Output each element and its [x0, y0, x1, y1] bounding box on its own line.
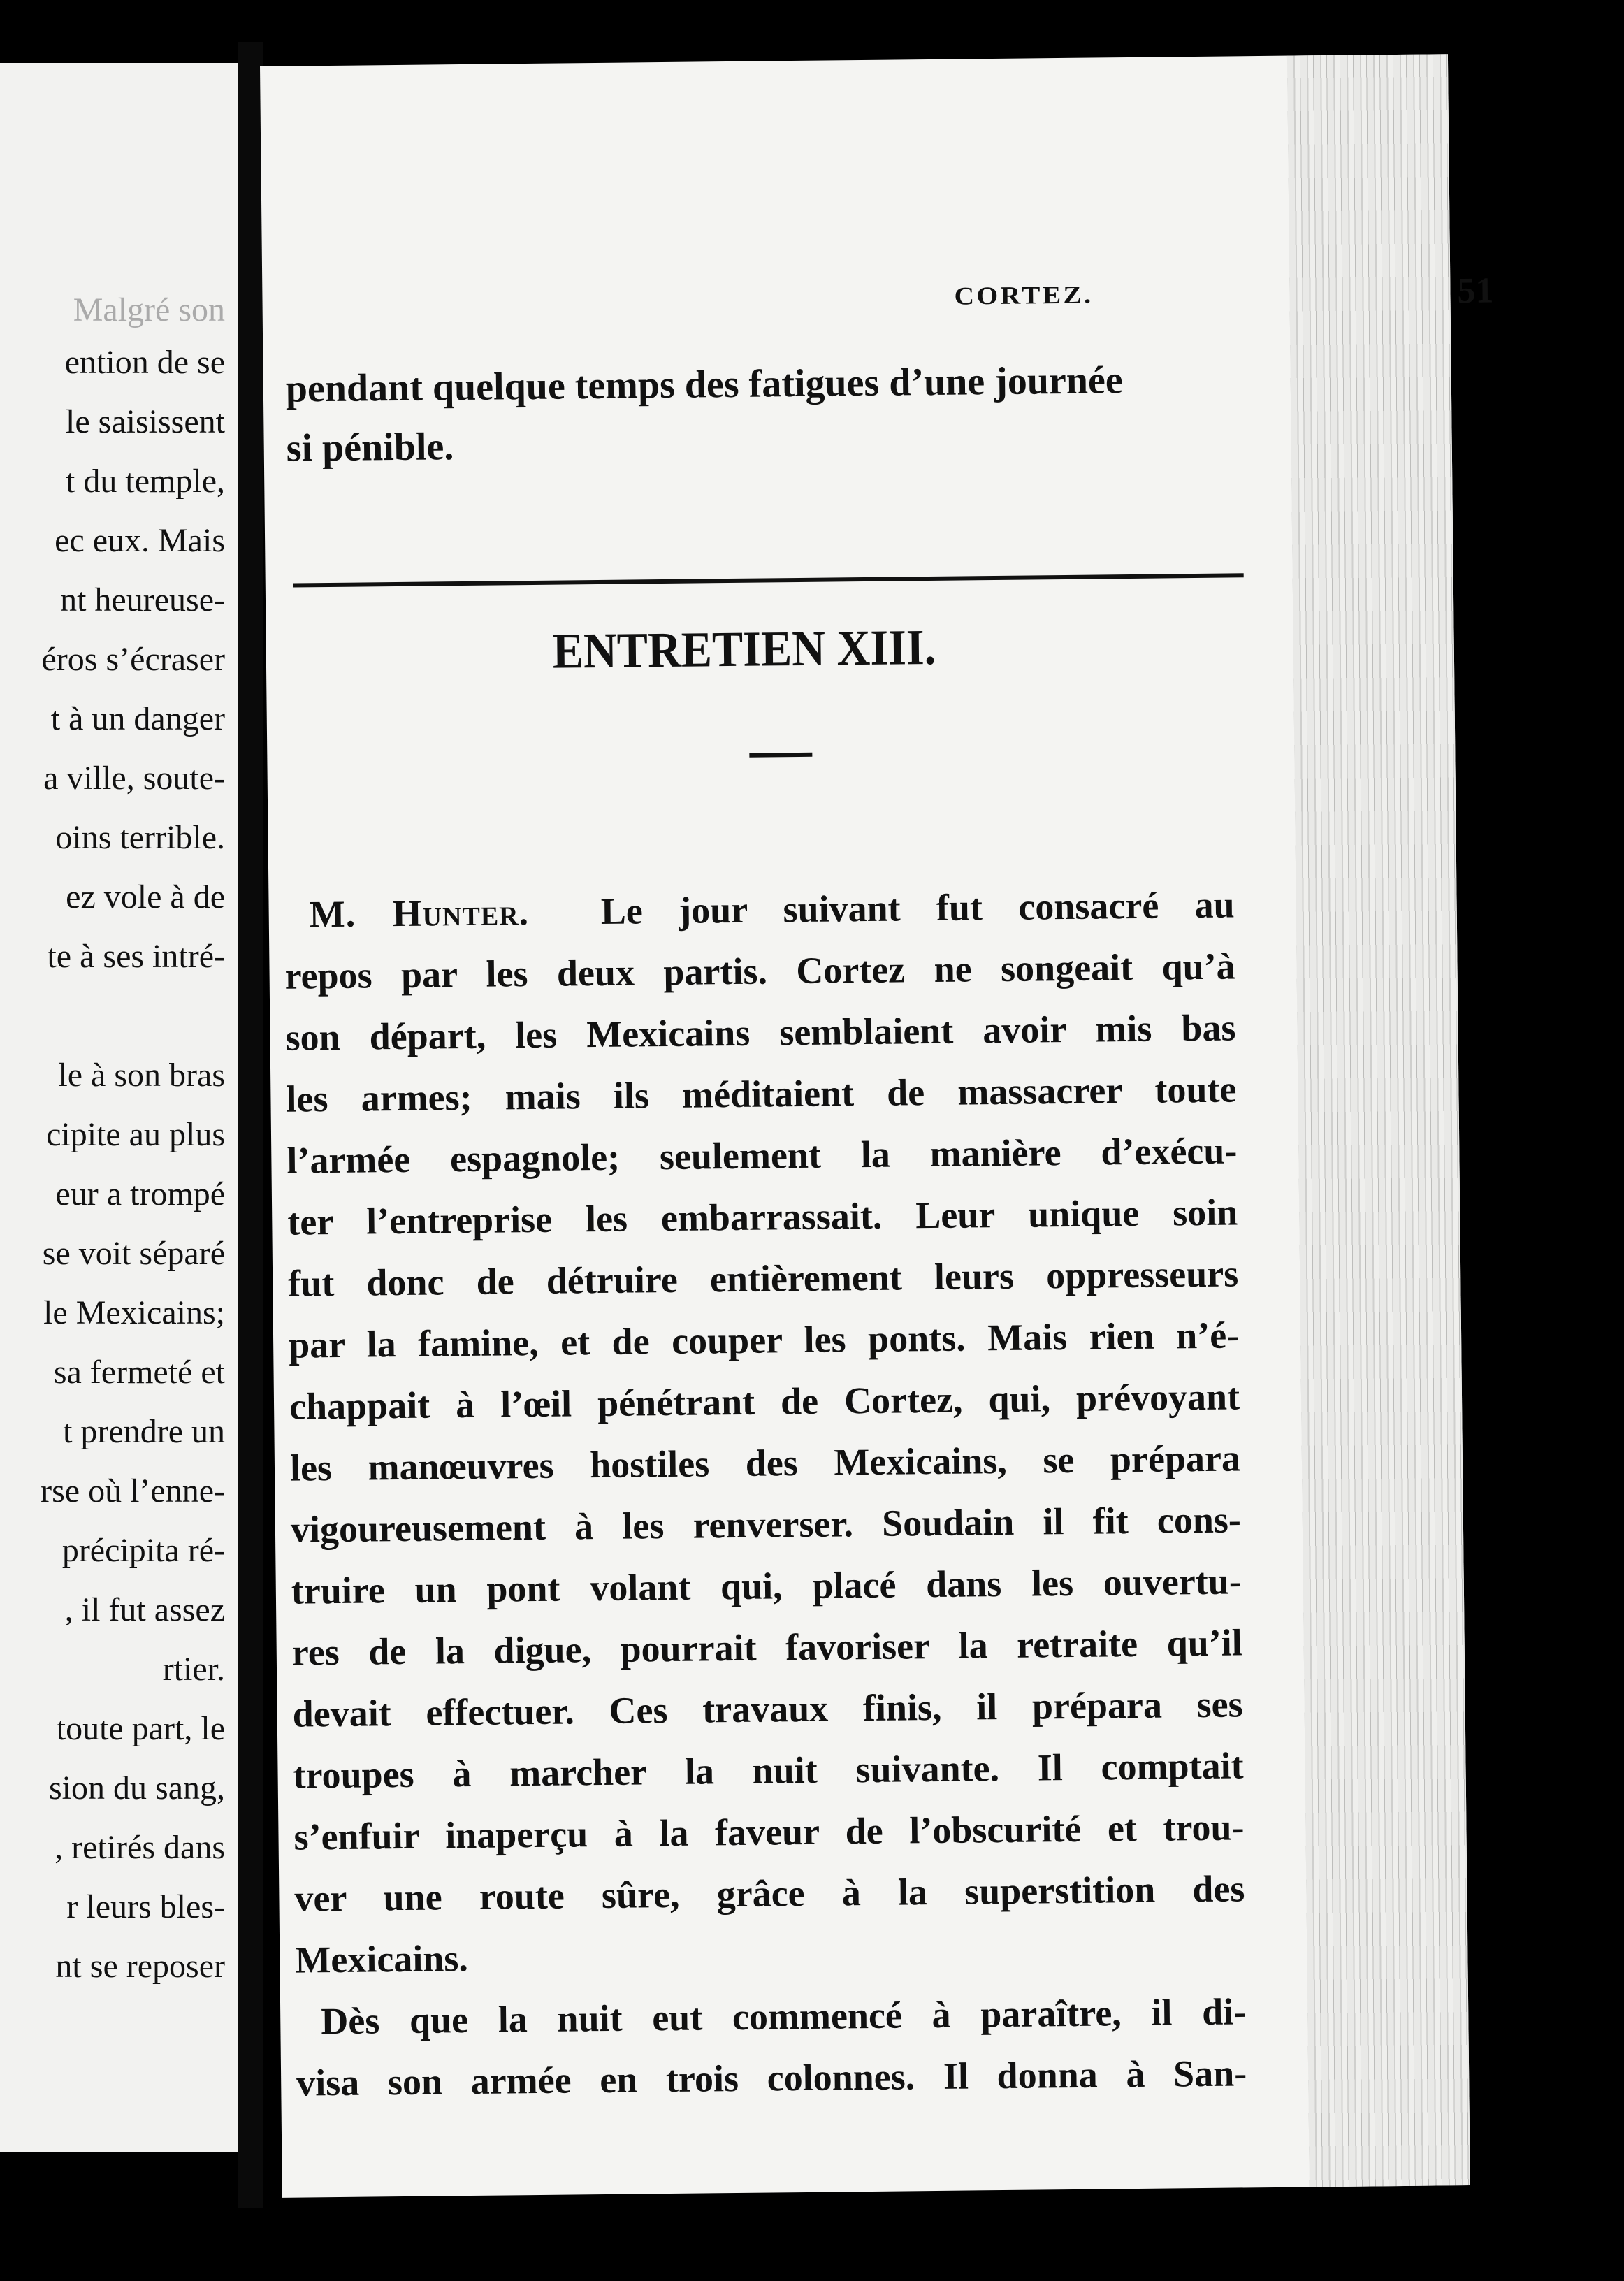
left-page-line: , il fut assez [64, 1591, 225, 1628]
left-page-line: Malgré son [73, 291, 225, 328]
carryover-line: si pénible. [286, 425, 454, 470]
left-page-line: éros s’écraser [41, 641, 225, 678]
left-page-line: sa fermeté et [53, 1354, 225, 1391]
left-page-line: a ville, soute- [43, 760, 225, 797]
left-page-line: r leurs bles- [66, 1888, 225, 1925]
left-page-line: , retirés dans [55, 1829, 225, 1866]
left-page-line: nt se reposer [55, 1948, 225, 1985]
left-page-line: t à un danger [50, 700, 225, 737]
body-line: visa son armée en trois colonnes. Il donna à San- [296, 2052, 1247, 2104]
left-page-line: t prendre un [63, 1413, 225, 1450]
body-line: vigoureusement à les renverser. Soudain il fit cons- [290, 1498, 1242, 1551]
left-page-line: ez vole à de [66, 878, 225, 915]
left-page-line: le Mexicains; [43, 1294, 225, 1331]
body-line: troupes à marcher la nuit suivante. Il comptait [293, 1744, 1244, 1797]
section-title: ENTRETIEN XIII. [552, 618, 936, 679]
left-page-fragment [0, 63, 238, 2152]
body-line: son départ, les Mexicains semblaient avoir mis bas [285, 1006, 1236, 1059]
book-gutter [238, 42, 263, 2208]
body-line-first-text: Le jour suivant fut consacré au [600, 883, 1235, 932]
left-page-line: se voit séparé [42, 1235, 225, 1272]
body-line: les armes; mais ils méditaient de massacrer toute [286, 1068, 1237, 1120]
left-page-line: toute part, le [56, 1710, 225, 1747]
body-text [284, 874, 1247, 2113]
left-page-line: t du temple, [66, 463, 225, 500]
left-page-line: rtier. [162, 1651, 225, 1688]
main-page [260, 54, 1494, 2198]
left-page-line: eur a trompé [55, 1175, 225, 1212]
page-number: 51 [1457, 270, 1494, 312]
left-page-line: nt heureuse- [60, 581, 225, 618]
left-page-line: ention de se [64, 344, 225, 381]
body-line: ter l’entreprise les embarrassait. Leur unique soin [287, 1191, 1238, 1243]
left-page-line: te à ses intré- [47, 938, 225, 975]
carryover-line: pendant quelque temps des fatigues d’une journée [285, 359, 1124, 411]
left-page-line: ec eux. Mais [55, 522, 225, 559]
body-line: chappait à l’œil pénétrant de Cortez, qui, prévoyant [289, 1375, 1240, 1428]
body-line: fut donc de détruire entièrement leurs oppresseurs [287, 1252, 1239, 1305]
body-line: par la famine, et de couper les ponts. Mais rien n’é- [288, 1314, 1240, 1366]
section-rule [293, 573, 1244, 587]
left-page-line: oins terrible. [55, 819, 225, 856]
body-line: les manœuvres hostiles des Mexicains, se prépara [289, 1437, 1241, 1489]
body-line: truire un pont volant qui, placé dans les ouvertu- [291, 1560, 1242, 1612]
left-page-line: rse où l’enne- [41, 1472, 225, 1509]
body-line: Dès que la nuit eut commencé à paraître, il di- [320, 1990, 1247, 2043]
left-page-line: précipita ré- [61, 1532, 225, 1569]
body-line: Mexicains. [295, 1937, 469, 1981]
left-page-line: le saisissent [66, 403, 225, 440]
body-line: l’armée espagnole; seulement la manière d’exécu- [287, 1129, 1238, 1182]
body-line: ver une route sûre, grâce à la superstition des [294, 1867, 1245, 1920]
page-edges [1287, 54, 1470, 2187]
section-dash [749, 753, 812, 758]
body-line: devait effectuer. Ces travaux finis, il prépara ses [292, 1683, 1243, 1735]
body-line-first [284, 874, 1235, 945]
left-page-line: cipite au plus [46, 1116, 225, 1153]
left-page-line: sion du sang, [49, 1769, 225, 1806]
left-page-line: le à son bras [58, 1057, 225, 1094]
body-line: repos par les deux partis. Cortez ne songeait qu’à [284, 945, 1235, 997]
body-line: res de la digue, pourrait favoriser la retraite qu’il [291, 1621, 1243, 1674]
body-line: s’enfuir inaperçu à la faveur de l’obscurité et trou- [293, 1806, 1245, 1858]
speaker-name: M. Hunter. [309, 891, 530, 936]
running-head: CORTEZ. [954, 280, 1094, 310]
